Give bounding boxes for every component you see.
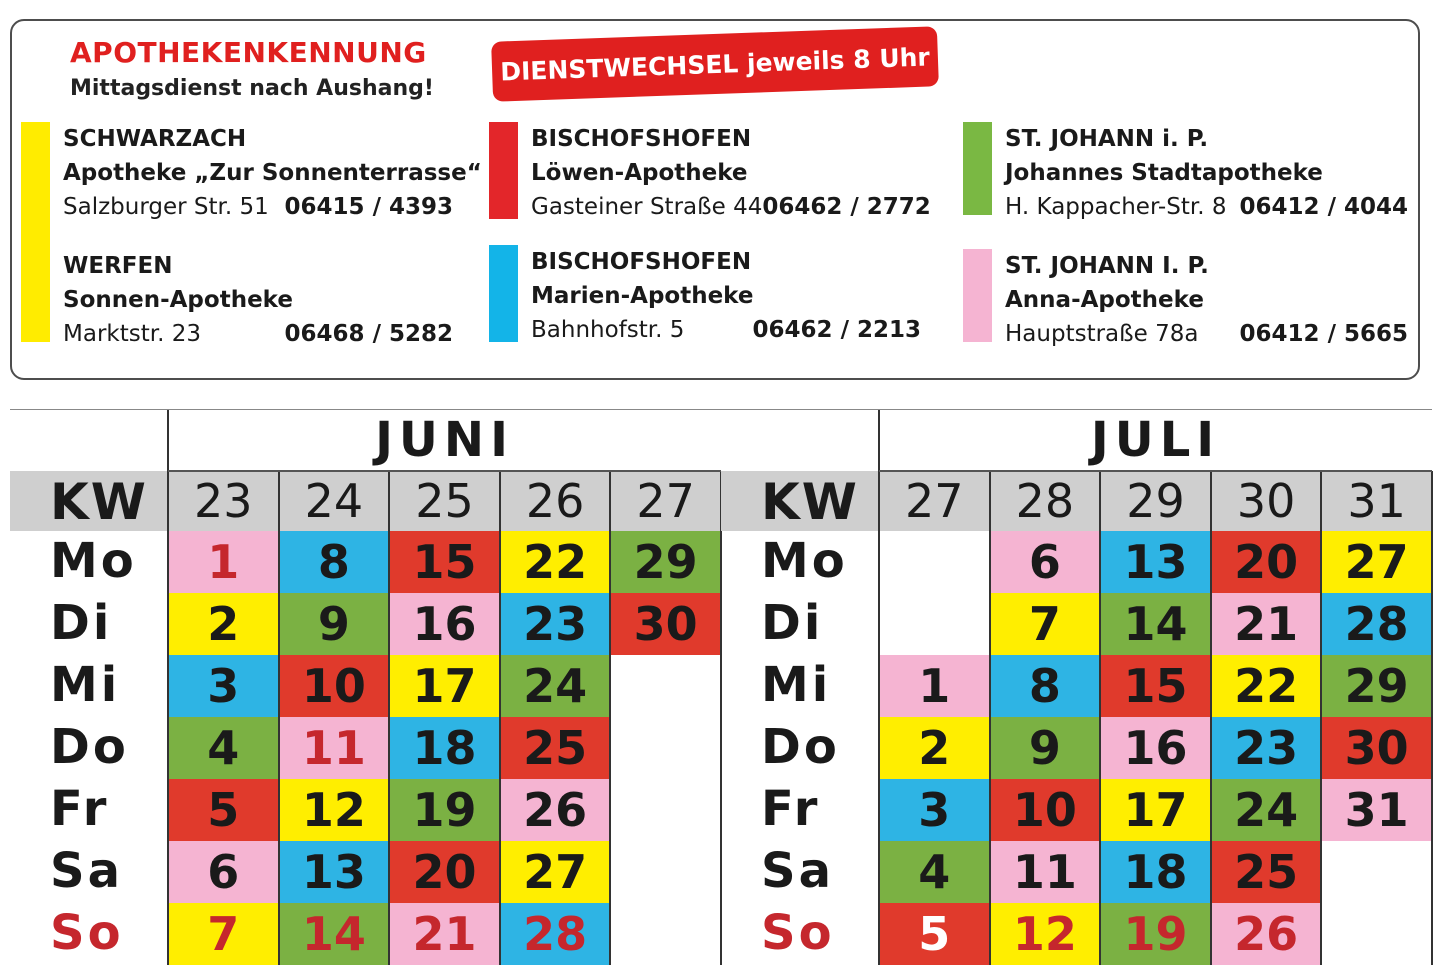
color-marker-pink: [963, 249, 992, 342]
pharmacy-info: [63, 249, 453, 351]
day-number: 10: [301, 659, 366, 713]
weekday-label: Sa: [50, 843, 123, 899]
calendar-day-cell: [1100, 717, 1211, 779]
day-number: 14: [301, 907, 366, 961]
calendar-day-cell: [1321, 531, 1432, 593]
day-number: 19: [1123, 907, 1188, 961]
pharmacy-address: Marktstr. 23: [63, 321, 201, 347]
day-number: 12: [1012, 907, 1077, 961]
legend-title: APOTHEKENKENNUNG: [70, 36, 427, 69]
day-number: 1: [207, 535, 240, 589]
calendar-day-cell: [279, 655, 390, 717]
calendar-day-cell: [1321, 717, 1432, 779]
grid-line: [609, 471, 611, 965]
calendar-day-cell: [279, 841, 390, 903]
calendar-day-cell: [1100, 531, 1211, 593]
calendar-day-cell: [279, 531, 390, 593]
pharmacy-info: [531, 245, 921, 347]
calendar-day-cell: [1321, 779, 1432, 841]
calendar-day-cell: [990, 655, 1101, 717]
calendar-day-cell: [500, 717, 611, 779]
calendar-day-cell: [879, 717, 990, 779]
day-number: 4: [918, 845, 951, 899]
calendar-day-cell: [1211, 841, 1322, 903]
day-number: 12: [301, 783, 366, 837]
pharmacy-town: SCHWARZACH: [63, 126, 247, 152]
day-number: 18: [412, 721, 477, 775]
calendar-day-cell: [500, 903, 611, 965]
weekday-label: Fr: [50, 781, 110, 837]
calendar-day-cell: [389, 531, 500, 593]
day-number: 26: [523, 783, 588, 837]
kw-label: KW: [761, 473, 859, 531]
calendar-day-cell: [1100, 841, 1211, 903]
color-marker-blue: [489, 245, 518, 342]
grid-line: [879, 470, 1432, 472]
calendar-day-cell: [1211, 903, 1322, 965]
weekday-label: So: [761, 905, 835, 961]
calendar-day-cell: [168, 655, 279, 717]
pharmacy-town: BISCHOFSHOFEN: [531, 249, 752, 275]
grid-line: [989, 471, 991, 965]
pharmacy-name: Johannes Stadtapotheke: [1005, 160, 1323, 186]
day-number: 1: [918, 659, 951, 713]
calendar-day-cell: [500, 655, 611, 717]
day-number: 7: [207, 907, 240, 961]
day-number: 25: [523, 721, 588, 775]
pharmacy-info: [531, 122, 931, 224]
week-number: 26: [525, 474, 585, 528]
day-number: 30: [633, 597, 698, 651]
calendar-day-cell: [1321, 593, 1432, 655]
calendar-day-cell: [1100, 903, 1211, 965]
pharmacy-town: BISCHOFSHOFEN: [531, 126, 752, 152]
day-number: 29: [633, 535, 698, 589]
week-number: 27: [905, 474, 964, 528]
day-number: 8: [317, 535, 350, 589]
day-number: 30: [1344, 721, 1409, 775]
day-number: 10: [1012, 783, 1077, 837]
pharmacy-address: Bahnhofstr. 5: [531, 317, 685, 343]
calendar-day-cell: [879, 655, 990, 717]
calendar-day-cell: [879, 841, 990, 903]
pharmacy-town: WERFEN: [63, 253, 173, 279]
month-title: JUNI: [375, 412, 514, 468]
day-number: 19: [412, 783, 477, 837]
day-number: 2: [207, 597, 240, 651]
calendar-day-cell: [990, 717, 1101, 779]
day-number: 29: [1344, 659, 1409, 713]
pharmacy-phone: 06412 / 4044: [1239, 194, 1408, 220]
calendar-day-cell: [1100, 655, 1211, 717]
day-number: 28: [523, 907, 588, 961]
pharmacy-phone: 06412 / 5665: [1239, 321, 1408, 347]
calendar-day-cell: [500, 593, 611, 655]
pharmacy-name: Anna-Apotheke: [1005, 287, 1204, 313]
calendar-day-cell: [610, 531, 721, 593]
color-marker-yellow: [21, 122, 50, 342]
pharmacy-name: Löwen-Apotheke: [531, 160, 748, 186]
week-number: 23: [194, 474, 253, 528]
day-number: 6: [207, 845, 240, 899]
day-number: 20: [1234, 535, 1299, 589]
color-marker-green: [963, 122, 992, 215]
calendar-day-cell: [389, 717, 500, 779]
pharmacy-address: Salzburger Str. 51: [63, 194, 269, 220]
grid-line: [499, 471, 501, 965]
calendar-day-cell: [1211, 531, 1322, 593]
day-number: 3: [918, 783, 951, 837]
day-number: 11: [1012, 845, 1077, 899]
grid-line: [1210, 471, 1212, 965]
day-number: 17: [1123, 783, 1188, 837]
day-number: 2: [918, 721, 951, 775]
day-number: 23: [523, 597, 588, 651]
pharmacy-name: Apotheke „Zur Sonnenterrasse“: [63, 160, 482, 186]
pharmacy-phone: 06462 / 2772: [762, 194, 931, 220]
grid-line: [167, 409, 169, 965]
pharmacy-phone: 06415 / 4393: [284, 194, 453, 220]
pharmacy-address: H. Kappacher-Str. 8: [1005, 194, 1227, 220]
calendar-day-cell: [1211, 655, 1322, 717]
day-number: 13: [1123, 535, 1188, 589]
day-number: 26: [1234, 907, 1299, 961]
day-number: 18: [1123, 845, 1188, 899]
calendar-day-cell: [1211, 779, 1322, 841]
day-number: 8: [1028, 659, 1061, 713]
weekday-label: Fr: [761, 781, 821, 837]
calendar-day-cell: [389, 593, 500, 655]
day-number: 22: [1234, 659, 1299, 713]
shift-change-badge: DIENSTWECHSEL jeweils 8 Uhr: [491, 26, 939, 102]
calendar-day-cell: [389, 903, 500, 965]
calendar-day-cell: [279, 593, 390, 655]
day-number: 4: [207, 721, 240, 775]
day-number: 15: [412, 535, 477, 589]
pharmacy-phone: 06462 / 2213: [752, 317, 921, 343]
calendar-day-cell: [279, 779, 390, 841]
calendar-month-juni: [10, 409, 721, 965]
weekday-label: Sa: [761, 843, 834, 899]
pharmacy-address: Hauptstraße 78a: [1005, 321, 1199, 347]
day-number: 31: [1344, 783, 1409, 837]
day-number: 5: [918, 907, 951, 961]
weekday-label: Mo: [50, 533, 137, 589]
legend-subtitle: Mittagsdienst nach Aushang!: [70, 76, 434, 101]
calendar-day-cell: [1211, 717, 1322, 779]
week-number: 29: [1126, 474, 1185, 528]
calendar-day-cell: [500, 531, 611, 593]
pharmacy-info: [1005, 122, 1408, 224]
grid-line: [878, 409, 880, 965]
day-number: 20: [412, 845, 477, 899]
day-number: 24: [523, 659, 588, 713]
week-number: 31: [1347, 474, 1406, 528]
calendar-day-cell: [279, 717, 390, 779]
calendar-day-cell: [500, 841, 611, 903]
week-number: 28: [1015, 474, 1075, 528]
day-number: 14: [1123, 597, 1188, 651]
day-number: 6: [1028, 535, 1061, 589]
calendar-day-cell: [168, 903, 279, 965]
pharmacy-name: Marien-Apotheke: [531, 283, 754, 309]
calendar-day-cell: [990, 779, 1101, 841]
day-number: 25: [1234, 845, 1299, 899]
weekday-label: Di: [50, 595, 113, 651]
week-number: 25: [415, 474, 474, 528]
day-number: 9: [1028, 721, 1061, 775]
calendar-day-cell: [389, 779, 500, 841]
pharmacy-town: ST. JOHANN i. P.: [1005, 126, 1209, 152]
calendar-day-cell: [990, 593, 1101, 655]
day-number: 9: [317, 597, 350, 651]
grid-line: [168, 470, 721, 472]
calendar-day-cell: [168, 841, 279, 903]
calendar-day-cell: [168, 779, 279, 841]
weekday-label: Do: [50, 719, 129, 775]
calendar-day-cell: [990, 903, 1101, 965]
grid-line: [10, 409, 721, 410]
calendar-day-cell: [168, 531, 279, 593]
calendar-day-cell: [168, 717, 279, 779]
calendar-day-cell: [879, 779, 990, 841]
calendar-day-cell: [279, 903, 390, 965]
day-number: 27: [1344, 535, 1409, 589]
calendar-day-cell: [1211, 593, 1322, 655]
day-number: 27: [523, 845, 588, 899]
pharmacy-town: ST. JOHANN I. P.: [1005, 253, 1209, 279]
grid-line: [278, 471, 280, 965]
calendar-day-cell: [500, 779, 611, 841]
day-number: 5: [207, 783, 240, 837]
kw-label: KW: [50, 473, 148, 531]
weekday-label: Di: [761, 595, 824, 651]
grid-line: [1320, 471, 1322, 965]
day-number: 22: [523, 535, 588, 589]
day-number: 11: [301, 721, 366, 775]
calendar-day-cell: [990, 841, 1101, 903]
weekday-label: Mo: [761, 533, 848, 589]
grid-line: [721, 409, 1432, 410]
calendar-day-cell: [389, 841, 500, 903]
pharmacy-address: Gasteiner Straße 44: [531, 194, 763, 220]
calendar-day-cell: [990, 531, 1101, 593]
pharmacy-name: Sonnen-Apotheke: [63, 287, 293, 313]
calendar-day-cell: [1100, 593, 1211, 655]
week-number: 30: [1236, 474, 1296, 528]
calendar-day-cell: [1100, 779, 1211, 841]
weekday-label: Do: [761, 719, 840, 775]
day-number: 23: [1234, 721, 1299, 775]
pharmacy-info: [63, 122, 482, 224]
day-number: 21: [412, 907, 477, 961]
grid-line: [1099, 471, 1101, 965]
weekday-label: Mi: [50, 657, 121, 713]
calendar-day-cell: [1321, 655, 1432, 717]
calendar-day-cell: [389, 655, 500, 717]
day-number: 28: [1344, 597, 1409, 651]
color-marker-red: [489, 122, 518, 219]
calendar-day-cell: [168, 593, 279, 655]
calendar-month-juli: [721, 409, 1432, 965]
calendar-day-cell: [610, 593, 721, 655]
day-number: 7: [1028, 597, 1061, 651]
day-number: 17: [412, 659, 477, 713]
grid-line: [388, 471, 390, 965]
month-title: JULI: [1090, 412, 1221, 468]
day-number: 15: [1123, 659, 1188, 713]
week-number: 27: [636, 474, 695, 528]
day-number: 21: [1234, 597, 1299, 651]
day-number: 13: [301, 845, 366, 899]
calendar-day-cell: [879, 903, 990, 965]
day-number: 24: [1234, 783, 1299, 837]
day-number: 3: [207, 659, 240, 713]
day-number: 16: [1123, 721, 1188, 775]
weekday-label: So: [50, 905, 124, 961]
pharmacy-phone: 06468 / 5282: [284, 321, 453, 347]
pharmacy-info: [1005, 249, 1408, 351]
weekday-label: Mi: [761, 657, 832, 713]
week-number: 24: [304, 474, 364, 528]
day-number: 16: [412, 597, 477, 651]
